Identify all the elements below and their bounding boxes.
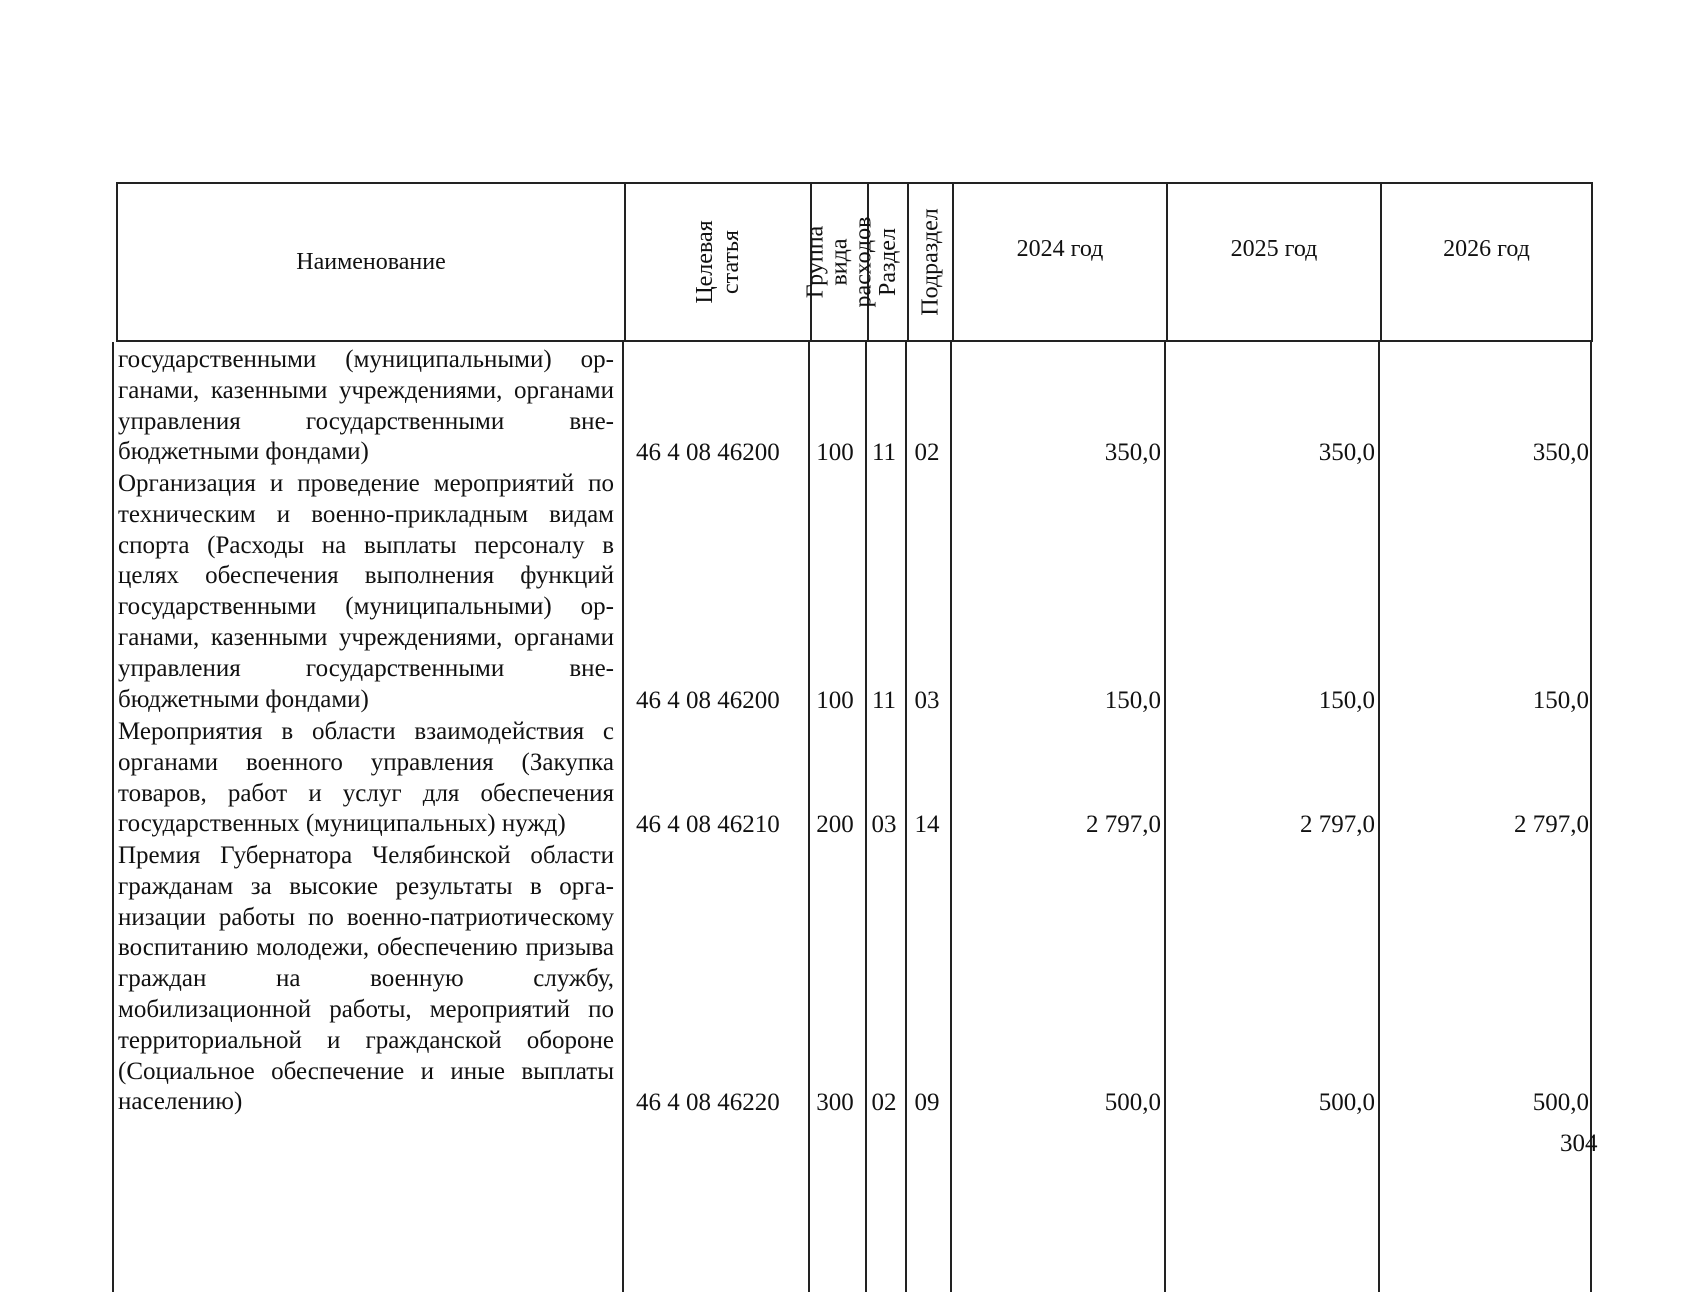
row-subsection: 02 — [914, 439, 940, 467]
header-section-label: Раздел — [875, 228, 902, 296]
row-target-article: 46 4 08 46220 — [636, 1089, 780, 1117]
header-year-2025 — [1168, 184, 1382, 340]
row-value-2024: 500,0 — [1104, 1089, 1161, 1117]
table-row — [116, 717, 1593, 841]
row-value-2025: 150,0 — [1318, 687, 1375, 715]
row-target-article: 46 4 08 46200 — [636, 687, 780, 715]
row-value-2025: 500,0 — [1318, 1089, 1375, 1117]
header-year-2024 — [954, 184, 1168, 340]
header-year-2025-label: 2025 год — [1230, 236, 1318, 262]
row-section: 11 — [871, 439, 897, 467]
header-year-2026-label: 2026 год — [1443, 236, 1530, 262]
row-expense-group: 200 — [816, 811, 854, 839]
header-year-2024-label: 2024 год — [1016, 236, 1104, 262]
row-target-article: 46 4 08 46210 — [636, 811, 780, 839]
header-section — [869, 184, 909, 340]
table-header — [116, 182, 1593, 342]
header-target-article-label: Целевая статья — [692, 220, 744, 304]
row-section: 03 — [871, 811, 897, 839]
header-subsection — [909, 184, 954, 340]
row-value-2024: 150,0 — [1104, 687, 1161, 715]
header-name-label: Наименование — [296, 249, 446, 275]
header-target-article — [626, 184, 812, 340]
header-name — [118, 184, 626, 340]
row-section: 11 — [871, 687, 897, 715]
table-row — [116, 841, 1593, 1119]
row-value-2026: 500,0 — [1532, 1089, 1589, 1117]
row-section: 02 — [871, 1089, 897, 1117]
row-name: Мероприятия в области взаимодействия с органами военного управления (Закупка товаров, работ и услуг для обеспечения государственных (муниципальных) нужд) — [118, 718, 614, 838]
row-value-2026: 350,0 — [1532, 439, 1589, 467]
row-expense-group: 100 — [816, 687, 854, 715]
row-expense-group: 100 — [816, 439, 854, 467]
header-expense-group-label: Группа вида расходов — [802, 216, 877, 308]
budget-table — [116, 182, 1593, 1117]
row-subsection: 14 — [914, 811, 940, 839]
header-expense-group — [802, 184, 877, 340]
row-expense-group: 300 — [816, 1089, 854, 1117]
row-value-2026: 2 797,0 — [1514, 811, 1589, 839]
row-subsection: 03 — [914, 687, 940, 715]
row-target-article: 46 4 08 46200 — [636, 439, 780, 467]
header-year-2026 — [1382, 184, 1591, 340]
row-value-2025: 2 797,0 — [1300, 811, 1375, 839]
row-subsection: 09 — [914, 1089, 940, 1117]
header-subsection-label: Подраздел — [917, 208, 944, 316]
table-row — [116, 345, 1593, 469]
row-name: государственными (муниципальными) органами, казенными учреждениями, органами управления государственными внебюджетными фондами) — [118, 346, 614, 466]
page-number: 304 — [1560, 1130, 1598, 1157]
row-name: Премия Губернатора Челябинской области гражданам за высокие результаты в организации работы по военно-патриотическому воспитанию молодежи, обеспечению призыва граждан на военную службу, мобилизационной работы, мероприятий по территориальной и гражданской обороне (Социальное обеспечение и иные выплаты населению) — [118, 842, 614, 1116]
row-value-2024: 2 797,0 — [1086, 811, 1161, 839]
row-value-2025: 350,0 — [1318, 439, 1375, 467]
table-row — [116, 469, 1593, 717]
row-value-2024: 350,0 — [1104, 439, 1161, 467]
row-value-2026: 150,0 — [1532, 687, 1589, 715]
row-name: Организация и проведение мероприятий по техническим и военно-прикладным видам спорта (Расходы на выплаты персоналу в целях обеспечения выполнения функций государственными (муниципальными) органами, казенными учреждениями, органами управления государственными внебюджетными фондами) — [118, 470, 614, 713]
column-border — [112, 342, 114, 1292]
